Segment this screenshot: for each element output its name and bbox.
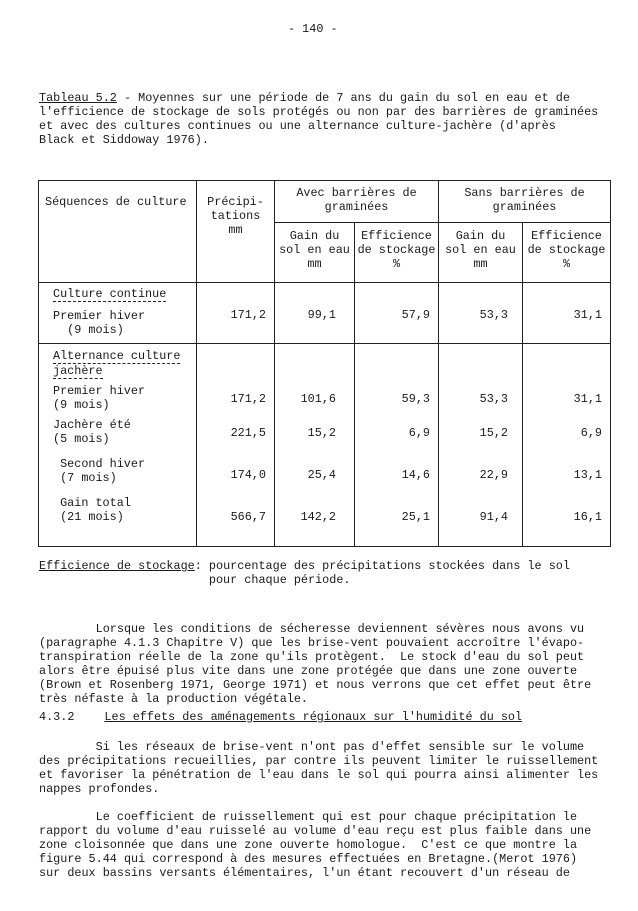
row-label-text: (7 mois) (53, 471, 117, 485)
header-text: Efficience (361, 229, 432, 243)
text-line: (Brown et Rosenberg 1971, George 1971) et nous verrons que cet effet peut être (39, 678, 592, 692)
text-line: alors être épuisé plus vite dans une zone protégée que dans une zone ouverte (39, 664, 578, 678)
caption-line: l'efficience de stockage de sols protégés ou non par des barrières de graminées (39, 105, 599, 119)
value-cell: 22,9 (479, 468, 508, 482)
header-text: graminées (324, 200, 389, 214)
group-title: jachère (53, 364, 103, 378)
row-label-text: Jachère été (53, 418, 131, 432)
header-text: de stockage (357, 243, 436, 257)
value-cell: 6,9 (580, 426, 602, 440)
header-efficience-avec (355, 223, 439, 283)
header-text: Avec barrières de (296, 186, 417, 200)
value-cell: 91,4 (479, 510, 508, 524)
section-number: 4.3.2 (39, 710, 75, 724)
value-cell: 31,1 (523, 283, 611, 344)
value-column (439, 344, 523, 547)
value-column (197, 344, 275, 547)
text-line: (paragraphe 4.1.3 Chapitre V) que les brise-vent pouvaient accroître l'évapo- (39, 636, 585, 650)
value-cell: 53,3 (479, 392, 508, 406)
header-sans-barrieres (439, 181, 611, 223)
header-text: sol en eau (279, 243, 350, 257)
header-precipitations (197, 181, 275, 283)
header-text: mm (228, 223, 243, 237)
row-label-text: (9 mois) (53, 323, 124, 337)
header-text: % (562, 257, 571, 271)
value-cell: 101,6 (300, 392, 336, 406)
group-title: Culture continue (53, 287, 167, 301)
value-cell: 15,2 (479, 426, 508, 440)
value-cell: 25,4 (307, 468, 336, 482)
header-gain-avec (275, 223, 355, 283)
text-line: Si les réseaux de brise-vent n'ont pas d'effet sensible sur le volume (39, 740, 585, 754)
value-cell: 57,9 (355, 283, 439, 344)
text-line: figure 5.44 qui correspond à des mesures effectuées en Bretagne.(Merot 1976) (39, 852, 578, 866)
header-text: mm (473, 257, 488, 271)
row-label-text: (21 mois) (53, 510, 124, 524)
header-text: mm (307, 257, 322, 271)
note-text: pour chaque période. (39, 573, 351, 587)
paragraph-3 (39, 810, 591, 880)
value-cell: 14,6 (401, 468, 430, 482)
value-column (355, 344, 439, 547)
text-line: rapport du volume d'eau ruisselé au volume d'eau reçu est plus faible dans une (39, 824, 592, 838)
text-line: zone cloisonnée que dans une zone ouverte homologue. C'est ce que montre la (39, 838, 578, 852)
row-label-text: (9 mois) (53, 398, 110, 412)
section-heading (39, 710, 522, 724)
text-line: Le coefficient de ruissellement qui est pour chaque précipitation le (39, 810, 578, 824)
value-cell: 59,3 (401, 392, 430, 406)
caption-line: et avec des cultures continues ou une alternance culture-jachère (d'après (39, 119, 556, 133)
header-text: Gain du (455, 229, 506, 243)
value-cell: 566,7 (230, 510, 266, 524)
caption-line: Black et Siddoway 1976). (39, 133, 209, 147)
row-label-text: (5 mois) (53, 432, 110, 446)
note-term: Efficience de stockage (39, 559, 195, 573)
page-number: - 140 - (288, 22, 338, 36)
table-note (39, 559, 570, 587)
text-line: et favoriser la pénétration de l'eau dans le sol qui pourra ainsi alimenter les (39, 768, 599, 782)
header-text: Gain du (289, 229, 340, 243)
header-text: tations (210, 209, 261, 223)
header-sequences: Séquences de culture (39, 181, 197, 283)
header-text: sol en eau (445, 243, 516, 257)
value-cell: 99,1 (275, 283, 355, 344)
value-cell: 13,1 (573, 468, 602, 482)
header-text: Efficience (531, 229, 602, 243)
row-label (39, 344, 197, 547)
text-line: transpiration réelle de la zone qu'ils protègent. Le stock d'eau du sol peut (39, 650, 585, 664)
row-label (39, 283, 197, 344)
header-text: Précipi- (207, 195, 264, 209)
header-text: de stockage (527, 243, 606, 257)
value-cell: 171,2 (230, 392, 266, 406)
header-text: % (392, 257, 401, 271)
value-column (275, 344, 355, 547)
text-line: sur deux bassins versants élémentaires, l'un étant recouvert d'un réseau de (39, 866, 570, 880)
text-line: très néfaste à la production végétale. (39, 692, 309, 706)
value-column (523, 344, 611, 547)
paragraph-2 (39, 740, 598, 796)
value-cell: 31,1 (573, 392, 602, 406)
table-row (39, 344, 611, 547)
caption-line: - Moyennes sur une période de 7 ans du gain du sol en eau et de (116, 91, 570, 105)
row-label-text: Premier hiver (53, 309, 146, 323)
header-gain-sans (439, 223, 523, 283)
data-table (38, 180, 611, 547)
text-line: Lorsque les conditions de sécheresse deviennent sévères nous avons vu (39, 622, 585, 636)
value-cell: 6,9 (408, 426, 430, 440)
value-cell: 221,5 (230, 426, 266, 440)
row-label-text: Premier hiver (53, 384, 146, 398)
header-avec-barrieres (275, 181, 439, 223)
header-text: Sans barrières de (464, 186, 585, 200)
note-text: : pourcentage des précipitations stockées dans le sol (194, 559, 570, 573)
text-line: nappes profondes. (39, 782, 160, 796)
table-caption (39, 91, 598, 147)
section-title: Les effets des aménagements régionaux sur l'humidité du sol (104, 710, 523, 724)
header-text: graminées (492, 200, 557, 214)
value-cell: 171,2 (197, 283, 275, 344)
value-cell: 25,1 (401, 510, 430, 524)
header-efficience-sans (523, 223, 611, 283)
value-cell: 174,0 (230, 468, 266, 482)
value-cell: 15,2 (307, 426, 336, 440)
row-label-text: Second hiver (53, 457, 146, 471)
value-cell: 16,1 (573, 510, 602, 524)
value-cell: 53,3 (439, 283, 523, 344)
table-row (39, 283, 611, 344)
row-label-text: Gain total (53, 496, 131, 510)
text-line: des précipitations recueillies, par contre ils peuvent limiter le ruissellement (39, 754, 599, 768)
group-title: Alternance culture (53, 349, 181, 363)
paragraph-1 (39, 622, 591, 706)
caption-label: Tableau 5.2 (39, 91, 117, 105)
value-cell: 142,2 (300, 510, 336, 524)
